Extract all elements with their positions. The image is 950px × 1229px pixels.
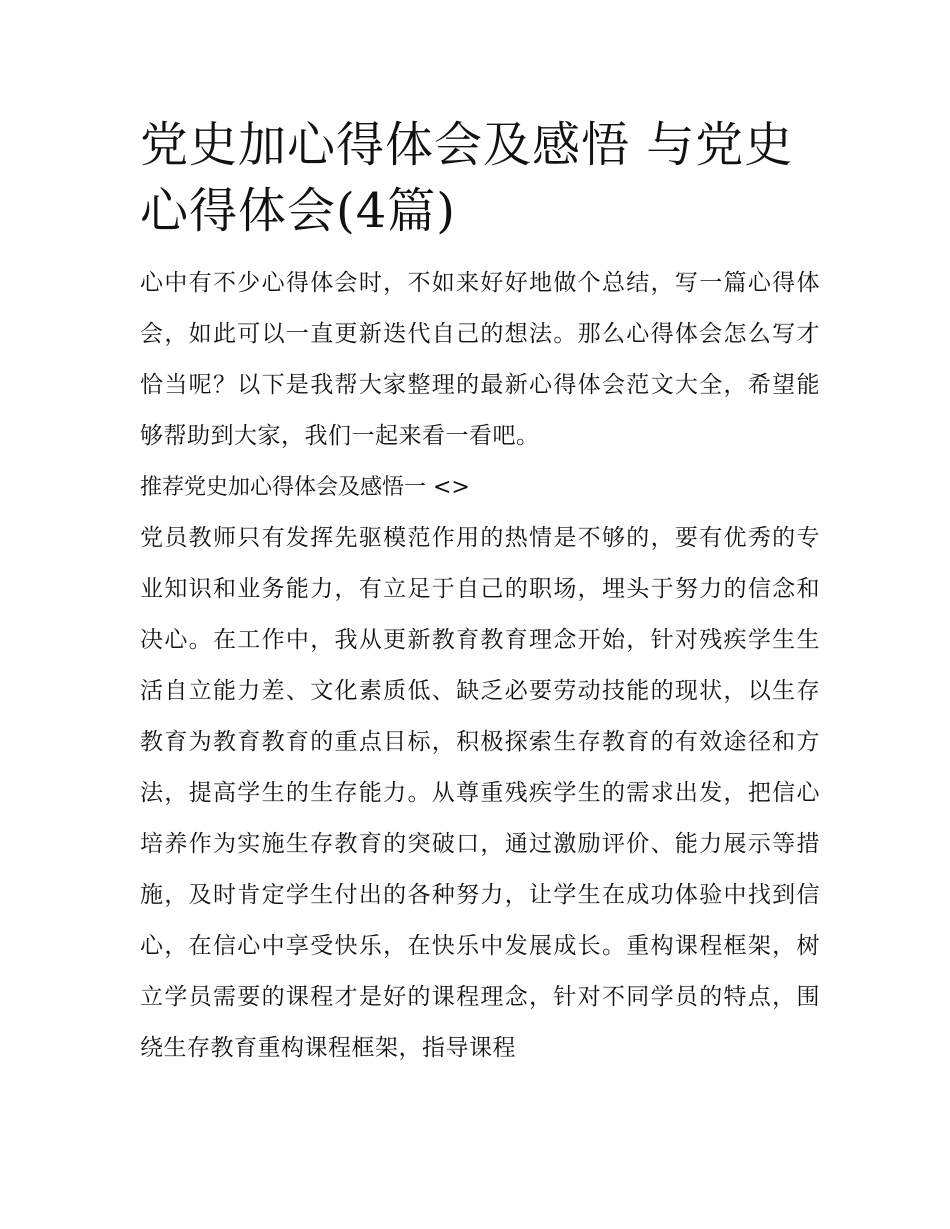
document-page: [140, 112, 820, 1074]
document-title: 党史加心得体会及感悟 与党史心得体会(4篇): [140, 117, 794, 239]
intro-paragraph: 心中有不少心得体会时，不如来好好地做个总结，写一篇心得体会，如此可以一直更新迭代自己的想法。那么心得体会怎么写才恰当呢？以下是我帮大家整理的最新心得体会范文大全，希望能够帮助到大家，我们一起来看一看吧。: [140, 270, 820, 449]
body-paragraph: 党员教师只有发挥先驱模范作用的热情是不够的，要有优秀的专业知识和业务能力，有立足于自己的职场，埋头于努力的信念和决心。在工作中，我从更新教育教育理念开始，针对残疾学生生活自立能力差、文化素质低、缺乏必要劳动技能的现状，以生存教育为教育教育的重点目标，积极探索生存教育的有效途径和方法，提高学生的生存能力。从尊重残疾学生的需求出发，把信心培养作为实施生存教育的突破口，通过激励评价、能力展示等措施，及时肯定学生付出的各种努力，让学生在成功体验中找到信心，在信心中享受快乐，在快乐中发展成长。重构课程框架，树立学员需要的课程才是好的课程理念，针对不同学员的特点，围绕生存教育重构课程框架，指导课程: [140, 525, 820, 1061]
section-heading: 推荐党史加心得体会及感悟一 <>: [140, 475, 470, 500]
